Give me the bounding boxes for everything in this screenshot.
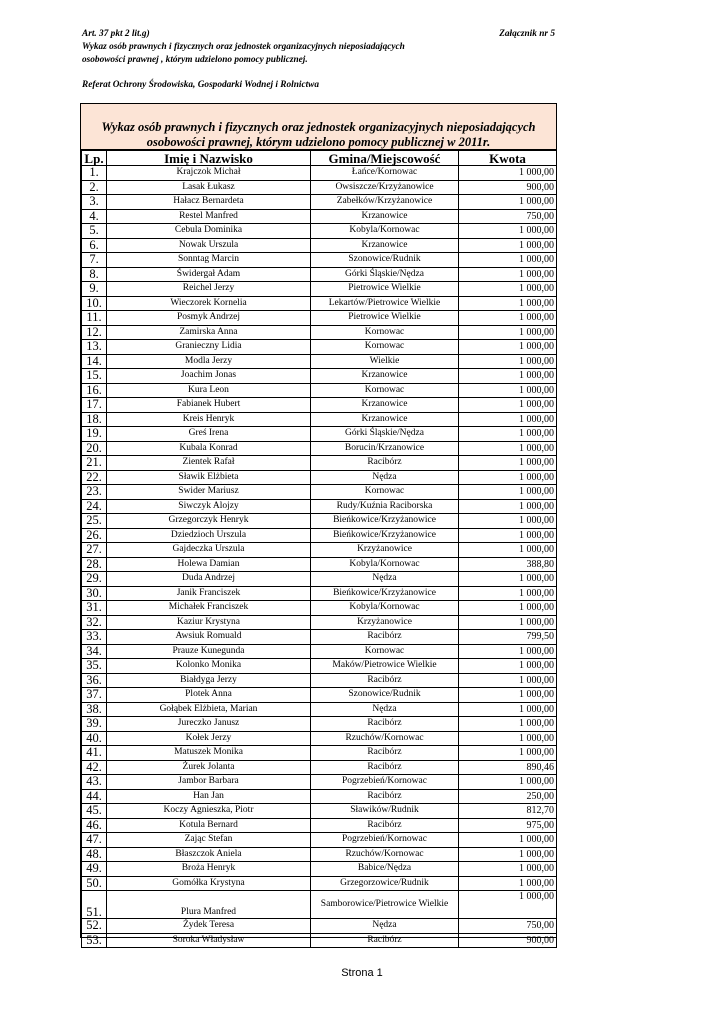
- aid-amount: 1 000,00: [459, 586, 557, 601]
- aid-amount: 1 000,00: [459, 238, 557, 253]
- table-row: [82, 601, 557, 616]
- aid-amount: 1 000,00: [459, 311, 557, 326]
- recipient-name: Duda Andrzej: [107, 572, 311, 587]
- aid-amount: 1 000,00: [459, 644, 557, 659]
- column-header-lp: Lp.: [82, 151, 107, 166]
- row-number: 32.: [82, 615, 107, 630]
- document-header: [82, 28, 502, 67]
- recipient-location: Krzanowice: [311, 369, 459, 384]
- row-number: 18.: [82, 412, 107, 427]
- table-row: [82, 543, 557, 558]
- recipient-location: Sławików/Rudnik: [311, 804, 459, 819]
- row-number: 39.: [82, 717, 107, 732]
- table-row: [82, 224, 557, 239]
- recipient-name: Gomółka Krystyna: [107, 876, 311, 891]
- aid-amount: 1 000,00: [459, 470, 557, 485]
- row-number: 41.: [82, 746, 107, 761]
- table-row: [82, 282, 557, 297]
- table-row: [82, 209, 557, 224]
- table-row: [82, 760, 557, 775]
- table-row: [82, 441, 557, 456]
- table-row: [82, 528, 557, 543]
- aid-amount: 1 000,00: [459, 673, 557, 688]
- recipient-location: Racibórz: [311, 746, 459, 761]
- table-row: [82, 514, 557, 529]
- row-number: 48.: [82, 847, 107, 862]
- row-number: 27.: [82, 543, 107, 558]
- row-number: 17.: [82, 398, 107, 413]
- row-number: 14.: [82, 354, 107, 369]
- table-row: [82, 557, 557, 572]
- table-row: [82, 398, 557, 413]
- table-row: [82, 499, 557, 514]
- aid-amount: 1 000,00: [459, 528, 557, 543]
- table-row: [82, 862, 557, 877]
- row-number: 7.: [82, 253, 107, 268]
- recipient-name: Kotula Bernard: [107, 818, 311, 833]
- header-description-line-2: osobowości prawnej , którym udzielono pomocy publicznej.: [82, 55, 308, 65]
- recipient-name: Joachim Jonas: [107, 369, 311, 384]
- aid-amount: 750,00: [459, 919, 557, 934]
- recipient-location: Krzanowice: [311, 209, 459, 224]
- recipient-location: Rudy/Kuźnia Raciborska: [311, 499, 459, 514]
- table-row: [82, 325, 557, 340]
- table-row: [82, 427, 557, 442]
- recipient-name: Wieczorek Kornelia: [107, 296, 311, 311]
- table-row: [82, 833, 557, 848]
- recipient-location: Kobyla/Kornowac: [311, 601, 459, 616]
- table-row: [82, 238, 557, 253]
- row-number: 46.: [82, 818, 107, 833]
- table-row: [82, 369, 557, 384]
- recipient-name: Krajczok Michał: [107, 166, 311, 181]
- recipient-location: Kornowac: [311, 383, 459, 398]
- row-number: 3.: [82, 195, 107, 210]
- recipient-location: Szonowice/Rudnik: [311, 253, 459, 268]
- row-number: 2.: [82, 180, 107, 195]
- row-number: 22.: [82, 470, 107, 485]
- recipient-name: Michałek Franciszek: [107, 601, 311, 616]
- row-number: 37.: [82, 688, 107, 703]
- recipient-name: Grzegorczyk Henryk: [107, 514, 311, 529]
- recipient-name: Plotek Anna: [107, 688, 311, 703]
- aid-amount: 975,00: [459, 818, 557, 833]
- recipient-name: Lasak Łukasz: [107, 180, 311, 195]
- aid-amount: 1 000,00: [459, 717, 557, 732]
- aid-amount: 1 000,00: [459, 441, 557, 456]
- recipient-location: Bieńkowice/Krzyżanowice: [311, 586, 459, 601]
- table-row: [82, 644, 557, 659]
- row-number: 29.: [82, 572, 107, 587]
- column-header-amount: Kwota: [459, 151, 557, 166]
- row-number: 4.: [82, 209, 107, 224]
- table-body: [82, 166, 557, 948]
- row-number: 38.: [82, 702, 107, 717]
- table-row: [82, 615, 557, 630]
- table-row: [82, 195, 557, 210]
- row-number: 47.: [82, 833, 107, 848]
- recipient-name: Kura Leon: [107, 383, 311, 398]
- row-number: 36.: [82, 673, 107, 688]
- table-row: [82, 354, 557, 369]
- recipient-location: Górki Śląskie/Nędza: [311, 427, 459, 442]
- row-number: 45.: [82, 804, 107, 819]
- recipient-location: Kornowac: [311, 325, 459, 340]
- aid-amount: 1 000,00: [459, 195, 557, 210]
- aid-amount: 1 000,00: [459, 847, 557, 862]
- row-number: 8.: [82, 267, 107, 282]
- recipient-name: Kubala Konrad: [107, 441, 311, 456]
- row-number: 21.: [82, 456, 107, 471]
- table-row: [82, 470, 557, 485]
- recipient-name: Sonntag Marcin: [107, 253, 311, 268]
- row-number: 1.: [82, 166, 107, 181]
- table-row: [82, 673, 557, 688]
- recipient-location: Racibórz: [311, 818, 459, 833]
- recipient-location: Racibórz: [311, 933, 459, 948]
- recipient-name: Nowak Urszula: [107, 238, 311, 253]
- table-title-line-2: osobowości prawnej, którym udzielono pomocy publicznej w 2011r.: [146, 135, 491, 149]
- table-row: [82, 746, 557, 761]
- recipient-location: Szonowice/Rudnik: [311, 688, 459, 703]
- header-description-line-1: Wykaz osób prawnych i fizycznych oraz jednostek organizacyjnych nieposiadających: [82, 42, 405, 52]
- table-row: [82, 775, 557, 790]
- aid-amount: 1 000,00: [459, 891, 557, 919]
- attachment-number: Załącznik nr 5: [499, 29, 555, 39]
- recipient-name: Kolonko Monika: [107, 659, 311, 674]
- table-row: [82, 456, 557, 471]
- recipient-location: Racibórz: [311, 789, 459, 804]
- aid-amount: 1 000,00: [459, 572, 557, 587]
- recipient-location: Babice/Nędza: [311, 862, 459, 877]
- aid-amount: 250,00: [459, 789, 557, 804]
- row-number: 43.: [82, 775, 107, 790]
- table-row: [82, 702, 557, 717]
- aid-amount: 1 000,00: [459, 746, 557, 761]
- recipient-name: Swider Mariusz: [107, 485, 311, 500]
- aid-amount: 1 000,00: [459, 340, 557, 355]
- table-title: [81, 120, 556, 150]
- recipient-name: Holewa Damian: [107, 557, 311, 572]
- table-row: [82, 311, 557, 326]
- row-number: 52.: [82, 919, 107, 934]
- table-row: [82, 166, 557, 181]
- department-name: Referat Ochrony Środowiska, Gospodarki Wodnej i Rolnictwa: [82, 80, 320, 90]
- recipient-location: Górki Śląskie/Nędza: [311, 267, 459, 282]
- aid-amount: 1 000,00: [459, 862, 557, 877]
- aid-amount: 1 000,00: [459, 456, 557, 471]
- row-number: 24.: [82, 499, 107, 514]
- aid-amount: 1 000,00: [459, 601, 557, 616]
- recipient-name: Restel Manfred: [107, 209, 311, 224]
- row-number: 25.: [82, 514, 107, 529]
- table-row: [82, 731, 557, 746]
- recipient-name: Błaszczok Aniela: [107, 847, 311, 862]
- recipient-name: Gołąbek Elżbieta, Marian: [107, 702, 311, 717]
- recipient-location: Racibórz: [311, 630, 459, 645]
- aid-amount: 900,00: [459, 933, 557, 948]
- aid-amount: 1 000,00: [459, 731, 557, 746]
- recipient-name: Gajdeczka Urszula: [107, 543, 311, 558]
- recipient-name: Żydek Teresa: [107, 919, 311, 934]
- recipient-name: Reichel Jerzy: [107, 282, 311, 297]
- recipient-name: Granieczny Lidia: [107, 340, 311, 355]
- aid-amount: 1 000,00: [459, 296, 557, 311]
- aid-amount: 750,00: [459, 209, 557, 224]
- table-title-box: [81, 104, 556, 150]
- aid-amount: 1 000,00: [459, 166, 557, 181]
- recipient-name: Siwczyk Alojzy: [107, 499, 311, 514]
- aid-amount: 388,80: [459, 557, 557, 572]
- aid-amount: 1 000,00: [459, 427, 557, 442]
- row-number: 28.: [82, 557, 107, 572]
- aid-amount: 1 000,00: [459, 325, 557, 340]
- recipient-name: Cebula Dominika: [107, 224, 311, 239]
- recipient-name: Dziedzioch Urszula: [107, 528, 311, 543]
- recipient-name: Soroka Władysław: [107, 933, 311, 948]
- recipient-location: Nędza: [311, 702, 459, 717]
- table-row: [82, 383, 557, 398]
- aid-amount: 1 000,00: [459, 354, 557, 369]
- recipient-name: Zamirska Anna: [107, 325, 311, 340]
- row-number: 33.: [82, 630, 107, 645]
- aid-amount: 1 000,00: [459, 499, 557, 514]
- recipient-location: Zabełków/Krzyżanowice: [311, 195, 459, 210]
- recipient-location: Rzuchów/Kornowac: [311, 847, 459, 862]
- table-row: [82, 630, 557, 645]
- row-number: 51.: [82, 891, 107, 919]
- recipient-location: Lekartów/Pietrowice Wielkie: [311, 296, 459, 311]
- recipient-name: Posmyk Andrzej: [107, 311, 311, 326]
- recipient-location: Pogrzebień/Kornowac: [311, 775, 459, 790]
- recipient-location: Krzanowice: [311, 238, 459, 253]
- aid-recipients-table-box: [80, 103, 557, 947]
- recipient-location: Racibórz: [311, 717, 459, 732]
- column-header-name: Imię i Nazwisko: [107, 151, 311, 166]
- row-number: 12.: [82, 325, 107, 340]
- recipient-name: Świdergał Adam: [107, 267, 311, 282]
- table-row: [82, 296, 557, 311]
- row-number: 10.: [82, 296, 107, 311]
- row-number: 11.: [82, 311, 107, 326]
- aid-amount: 1 000,00: [459, 876, 557, 891]
- recipient-location: Łańce/Kornowac: [311, 166, 459, 181]
- recipient-location: Krzanowice: [311, 398, 459, 413]
- recipient-location: Grzegorzowice/Rudnik: [311, 876, 459, 891]
- row-number: 16.: [82, 383, 107, 398]
- recipient-name: Jureczko Janusz: [107, 717, 311, 732]
- aid-amount: 1 000,00: [459, 369, 557, 384]
- recipient-location: Borucin/Krzanowice: [311, 441, 459, 456]
- row-number: 50.: [82, 876, 107, 891]
- aid-amount: 1 000,00: [459, 702, 557, 717]
- table-row: [82, 412, 557, 427]
- row-number: 42.: [82, 760, 107, 775]
- recipient-location: Kornowac: [311, 340, 459, 355]
- recipient-name: Kreis Henryk: [107, 412, 311, 427]
- aid-amount: 1 000,00: [459, 659, 557, 674]
- row-number: 9.: [82, 282, 107, 297]
- recipient-name: Broża Henryk: [107, 862, 311, 877]
- row-number: 40.: [82, 731, 107, 746]
- aid-amount: 1 000,00: [459, 833, 557, 848]
- row-number: 13.: [82, 340, 107, 355]
- aid-amount: 812,70: [459, 804, 557, 819]
- recipient-name: Plura Manfred: [107, 891, 311, 919]
- row-number: 15.: [82, 369, 107, 384]
- table-row: [82, 847, 557, 862]
- recipient-name: Sławik Elżbieta: [107, 470, 311, 485]
- table-row: [82, 876, 557, 891]
- recipient-location: Krzanowice: [311, 412, 459, 427]
- table-row: [82, 804, 557, 819]
- aid-amount: 1 000,00: [459, 775, 557, 790]
- recipient-name: Białdyga Jerzy: [107, 673, 311, 688]
- row-number: 34.: [82, 644, 107, 659]
- recipient-location: Racibórz: [311, 456, 459, 471]
- table-row: [82, 933, 557, 948]
- recipient-location: Kobyla/Kornowac: [311, 557, 459, 572]
- table-header-row: [82, 151, 557, 166]
- article-reference: Art. 37 pkt 2 lit.g): [82, 29, 150, 39]
- aid-amount: 1 000,00: [459, 282, 557, 297]
- recipient-location: Wielkie: [311, 354, 459, 369]
- aid-amount: 1 000,00: [459, 224, 557, 239]
- recipient-name: Modla Jerzy: [107, 354, 311, 369]
- recipient-location: Racibórz: [311, 673, 459, 688]
- row-number: 23.: [82, 485, 107, 500]
- row-number: 20.: [82, 441, 107, 456]
- recipient-location: Nędza: [311, 470, 459, 485]
- row-number: 31.: [82, 601, 107, 616]
- recipient-name: Han Jan: [107, 789, 311, 804]
- recipient-name: Greś Irena: [107, 427, 311, 442]
- aid-amount: 890,46: [459, 760, 557, 775]
- aid-amount: 1 000,00: [459, 615, 557, 630]
- recipient-name: Koczy Agnieszka, Piotr: [107, 804, 311, 819]
- recipient-location: Rzuchów/Kornowac: [311, 731, 459, 746]
- page-number: Strona 1: [341, 967, 383, 979]
- table-row: [82, 180, 557, 195]
- recipient-location: Krzyżanowice: [311, 543, 459, 558]
- recipient-name: Jambor Barbara: [107, 775, 311, 790]
- recipient-name: Zientek Rafał: [107, 456, 311, 471]
- recipient-location: Maków/Pietrowice Wielkie: [311, 659, 459, 674]
- recipient-name: Prauze Kunegunda: [107, 644, 311, 659]
- recipient-name: Hałacz Bernardeta: [107, 195, 311, 210]
- aid-amount: 1 000,00: [459, 383, 557, 398]
- table-row: [82, 789, 557, 804]
- recipient-name: Matuszek Monika: [107, 746, 311, 761]
- row-number: 44.: [82, 789, 107, 804]
- recipient-location: Kornowac: [311, 485, 459, 500]
- row-number: 5.: [82, 224, 107, 239]
- recipient-location: Pietrowice Wielkie: [311, 311, 459, 326]
- table-row: [82, 688, 557, 703]
- table-row: [82, 253, 557, 268]
- table-row: [82, 818, 557, 833]
- recipient-name: Awsiuk Romuald: [107, 630, 311, 645]
- recipient-location: Pietrowice Wielkie: [311, 282, 459, 297]
- aid-amount: 799,50: [459, 630, 557, 645]
- recipient-location: Krzyżanowice: [311, 615, 459, 630]
- recipients-table: [81, 150, 557, 948]
- recipient-location: Kornowac: [311, 644, 459, 659]
- recipient-location: Pogrzebień/Kornowac: [311, 833, 459, 848]
- table-row: [82, 340, 557, 355]
- recipient-name: Kołek Jerzy: [107, 731, 311, 746]
- recipient-location: Bieńkowice/Krzyżanowice: [311, 528, 459, 543]
- aid-amount: 1 000,00: [459, 253, 557, 268]
- aid-amount: 1 000,00: [459, 485, 557, 500]
- aid-amount: 900,00: [459, 180, 557, 195]
- aid-amount: 1 000,00: [459, 267, 557, 282]
- row-number: 49.: [82, 862, 107, 877]
- table-row: [82, 919, 557, 934]
- recipient-location: Samborowice/Pietrowice Wielkie: [311, 891, 459, 919]
- row-number: 19.: [82, 427, 107, 442]
- recipient-location: Bieńkowice/Krzyżanowice: [311, 514, 459, 529]
- aid-amount: 1 000,00: [459, 412, 557, 427]
- row-number: 53.: [82, 933, 107, 948]
- row-number: 6.: [82, 238, 107, 253]
- table-row: [82, 485, 557, 500]
- recipient-name: Janik Franciszek: [107, 586, 311, 601]
- row-number: 35.: [82, 659, 107, 674]
- table-row: [82, 586, 557, 601]
- recipient-name: Żurek Jolanta: [107, 760, 311, 775]
- aid-amount: 1 000,00: [459, 688, 557, 703]
- aid-amount: 1 000,00: [459, 514, 557, 529]
- recipient-location: Owsiszcze/Krzyżanowice: [311, 180, 459, 195]
- row-number: 30.: [82, 586, 107, 601]
- row-number: 26.: [82, 528, 107, 543]
- recipient-name: Zając Stefan: [107, 833, 311, 848]
- table-row: [82, 572, 557, 587]
- table-row: [82, 717, 557, 732]
- column-header-place: Gmina/Miejscowość: [311, 151, 459, 166]
- recipient-location: Kobyla/Kornowac: [311, 224, 459, 239]
- table-title-line-1: Wykaz osób prawnych i fizycznych oraz jednostek organizacyjnych nieposiadających: [101, 120, 536, 134]
- recipient-location: Nędza: [311, 919, 459, 934]
- table-row: [82, 659, 557, 674]
- table-row: [82, 267, 557, 282]
- recipient-name: Kaziur Krystyna: [107, 615, 311, 630]
- recipient-location: Nędza: [311, 572, 459, 587]
- recipient-name: Fabianek Hubert: [107, 398, 311, 413]
- aid-amount: 1 000,00: [459, 398, 557, 413]
- aid-amount: 1 000,00: [459, 543, 557, 558]
- recipient-location: Racibórz: [311, 760, 459, 775]
- table-row: [82, 891, 557, 919]
